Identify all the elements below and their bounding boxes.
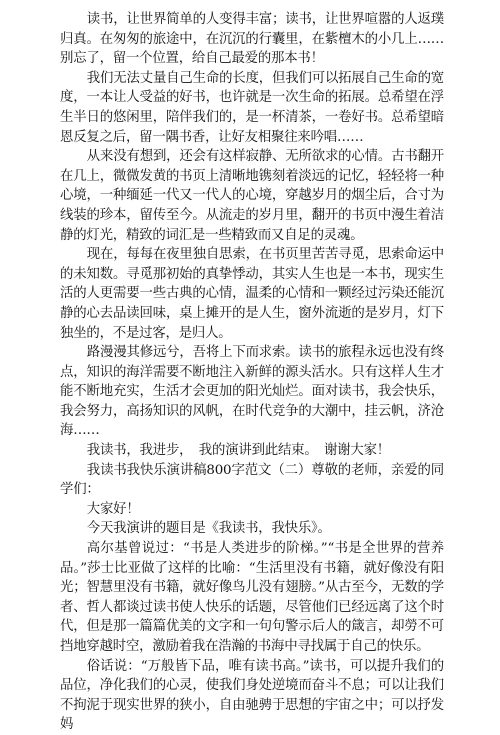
paragraph-night-search: 现在，每每在夜里独自思索，在书页里苦苦寻觅，思索命运中的未知数。寻觅那初始的真挚悸动，其实人生也是一本书，现实生活的人更需要一些古典的心情，温柔的心情和一颗经过污染还能沉静的心去品读回味，桌上摊开的是人生，窗外流逝的是岁月，灯下独坐的，不是过客，是归人。	[60, 247, 444, 341]
paragraph-speech-end: 我读书，我进步， 我的演讲到此结束。 谢谢大家！	[86, 443, 390, 459]
paragraph-reading-simplicity: 读书，让世界简单的人变得丰富；读书，让世界喧嚣的人返璞归真。在匆匆的旅途中，在沉沉的行囊里，在紫檀木的小几上……别忘了，留一个位置，给自己最爱的那本书！	[60, 12, 444, 67]
paragraph-topic: 今天我演讲的题目是《我读书，我快乐》。	[86, 521, 331, 537]
paragraph-greeting: 大家好！	[86, 501, 140, 517]
paragraph-life-width: 我们无法丈量自己生命的长度，但我们可以拓展自己生命的宽度，一本让人受益的好书，也许就是一次生命的拓展。总希望在浮生半日的悠闲里，陪伴我们的，是一杯清茶，一卷好书。总希望暗恩反复之后，留一隅书香，让好友相聚往来吟唱……	[60, 70, 444, 145]
paragraph-speech-two-heading: 我读书我快乐演讲稿800字范文（二）尊敬的老师，亲爱的同学们：	[60, 462, 444, 498]
paragraph-long-road: 路漫漫其修远兮，吾将上下而求索。读书的旅程永远也没有终点，知识的海洋需要不断地注入新鲜的源头活水。只有这样人生才能不断地充实，生活才会更加的阳光灿烂。面对读书，我会快乐，我会努力，高扬知识的风帆，在时代竞争的大潮中，挂云帆，济沧海……	[60, 345, 444, 439]
paragraph-proverb: 俗话说：“万般皆下品，唯有读书高。”读书，可以提升我们的品位，净化我们的心灵，使我们身处逆境而奋斗不息；可以让我们不拘泥于现实世界的狭小，自由驰骋于思想的宇宙之中；可以抒发妈	[60, 658, 444, 733]
paragraph-old-book: 从来没有想到，还会有这样寂静、无所欲求的心情。古书翻开在几上，微微发黄的书页上清晰地镌刻着淡远的记忆，轻轻将一种心境，一种缅延一代又一代人的心境，穿越岁月的烟尘后，合寸为线装的珍本，留传至今。从流走的岁月里，翻开的书页中漫生着洁静的灯光，精致的词汇是一些精致而又自足的灵魂。	[60, 149, 444, 243]
paragraph-gorky-quote: 高尔基曾说过：“书是人类进步的阶梯。”“书是全世界的营养品。”莎士比亚做了这样的比喻：“生活里没有书籍，就好像没有阳光；智慧里没有书籍，就好像鸟儿没有翅膀。”从古至今，无数的学者、哲人都谈过读书使人快乐的话题，尽管他们已经远离了这个时代，但是那一篇篇优美的文字和一句句警示后人的箴言，却勞不可挡地穿越时空，激励着我在浩瀚的书海中寻找属于自己的快乐。	[60, 541, 444, 654]
